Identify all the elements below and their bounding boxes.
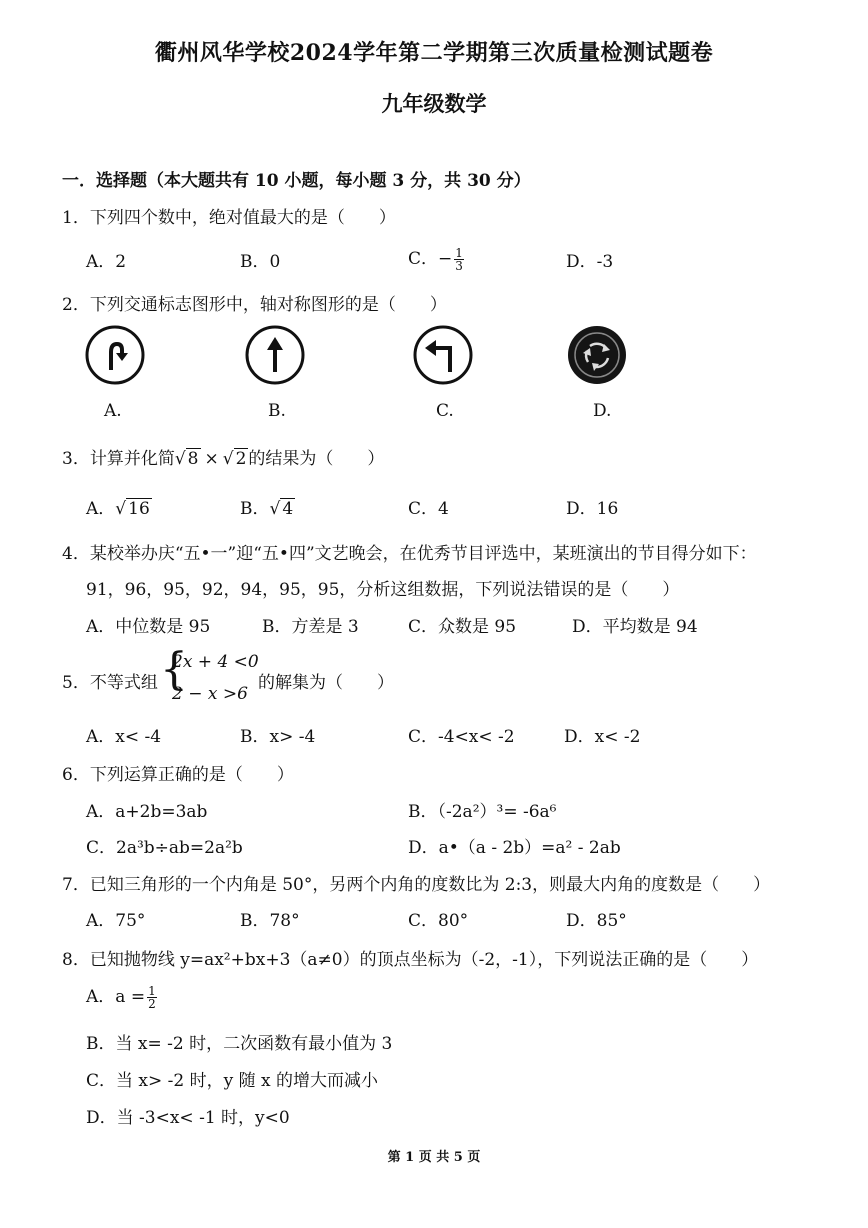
q7-stem: 7．已知三角形的一个内角是 50°，另两个内角的度数比为 2:3，则最大内角的度数是（ ） (62, 875, 771, 895)
q7-option-b: B．78° (240, 911, 300, 931)
q5-brace: { (160, 644, 188, 695)
turn-left-sign-icon (412, 324, 474, 386)
q4-option-b: B．方差是 3 (262, 617, 359, 637)
q5-option-d: D．x< -2 (564, 727, 641, 747)
q1-option-b: B．0 (240, 252, 281, 272)
q8-option-b: B．当 x= -2 时，二次函数有最小值为 3 (86, 1034, 393, 1054)
q5-stem-prefix: 5．不等式组 (62, 673, 158, 693)
q8-option-a-fraction: $\frac{1}{2}$ (148, 984, 156, 1011)
section-heading: 一．选择题（本大题共有 10 小题，每小题 3 分，共 30 分） (62, 171, 531, 191)
q5-option-a: A．x< -4 (86, 727, 162, 747)
q6-option-b: B．（-2a²）³= -6a⁶ (408, 802, 557, 822)
q3-option-c: C．4 (408, 499, 449, 519)
q6-option-d: D．a•（a - 2b）=a² - 2ab (408, 838, 621, 858)
q4-option-c: C．众数是 95 (408, 617, 517, 637)
q2-option-c: C. (436, 401, 454, 421)
u-turn-right-sign-icon (84, 324, 146, 386)
page-footer: 第 1 页 共 5 页 (387, 1150, 481, 1165)
q7-option-c: C．80° (408, 911, 469, 931)
q6-option-a: A．a+2b=3ab (86, 802, 208, 822)
straight-ahead-sign-icon (244, 324, 306, 386)
q2-option-d: D. (593, 401, 612, 421)
q7-option-d: D．85° (566, 911, 627, 931)
q6-stem: 6．下列运算正确的是（ ） (62, 765, 294, 785)
q3-stem: 3．计算并化简√ 8 × √ 2 的结果为（ ） (62, 449, 385, 469)
q7-option-a: A．75° (86, 911, 146, 931)
q5-inequality-1: 2x + 4 <0 (172, 652, 259, 672)
q1-option-c: C．− $\frac{1}{3}$ (408, 246, 463, 273)
q2-option-b: B. (268, 401, 286, 421)
q5-option-c: C．-4<x< -2 (408, 727, 515, 747)
q5-stem-suffix: 的解集为（ ） (258, 673, 394, 693)
q8-stem: 8．已知抛物线 y=ax²+bx+3（a≠0）的顶点坐标为（-2，-1），下列说法正确的是（ ） (62, 950, 759, 970)
q3-option-a: A．√ 16 (86, 499, 150, 519)
q2-stem: 2．下列交通标志图形中，轴对称图形的是（ ） (62, 295, 447, 315)
q3-sqrt-8: √ 8 (174, 449, 199, 469)
q2-option-a: A. (104, 401, 122, 421)
roundabout-sign-icon (566, 324, 628, 386)
page-title: 衢州风华学校2024学年第二学期第三次质量检测试题卷 (154, 40, 714, 66)
q4-stem-line1: 4．某校举办庆“五•一”迎“五•四”文艺晚会，在优秀节目评选中，某班演出的节目得分如下： (62, 544, 757, 564)
q4-option-d: D．平均数是 94 (572, 617, 698, 637)
q1-option-a: A．2 (86, 252, 127, 272)
q6-option-c: C．2a³b÷ab=2a²b (86, 838, 243, 858)
q8-option-a: A．a = $\frac{1}{2}$ (86, 984, 156, 1011)
q3-option-d: D．16 (566, 499, 619, 519)
q4-option-a: A．中位数是 95 (86, 617, 211, 637)
page-subtitle: 九年级数学 (381, 91, 487, 116)
q1-stem: 1．下列四个数中，绝对值最大的是（ ） (62, 208, 396, 228)
q4-stem-line2: 91，96，95，92，94，95，95，分析这组数据，下列说法错误的是（ ） (86, 580, 680, 600)
q1-option-c-fraction: $\frac{1}{3}$ (455, 246, 463, 273)
q8-option-c: C．当 x> -2 时，y 随 x 的增大而减小 (86, 1071, 379, 1091)
q3-option-b: B．√ 4 (240, 499, 294, 519)
q8-option-d: D．当 -3<x< -1 时，y<0 (86, 1108, 290, 1128)
q5-inequality-2: 2 − x >6 (172, 684, 248, 704)
q3-sqrt-2: √ 2 (222, 449, 247, 469)
q5-option-b: B．x> -4 (240, 727, 316, 747)
q1-option-d: D．-3 (566, 252, 614, 272)
